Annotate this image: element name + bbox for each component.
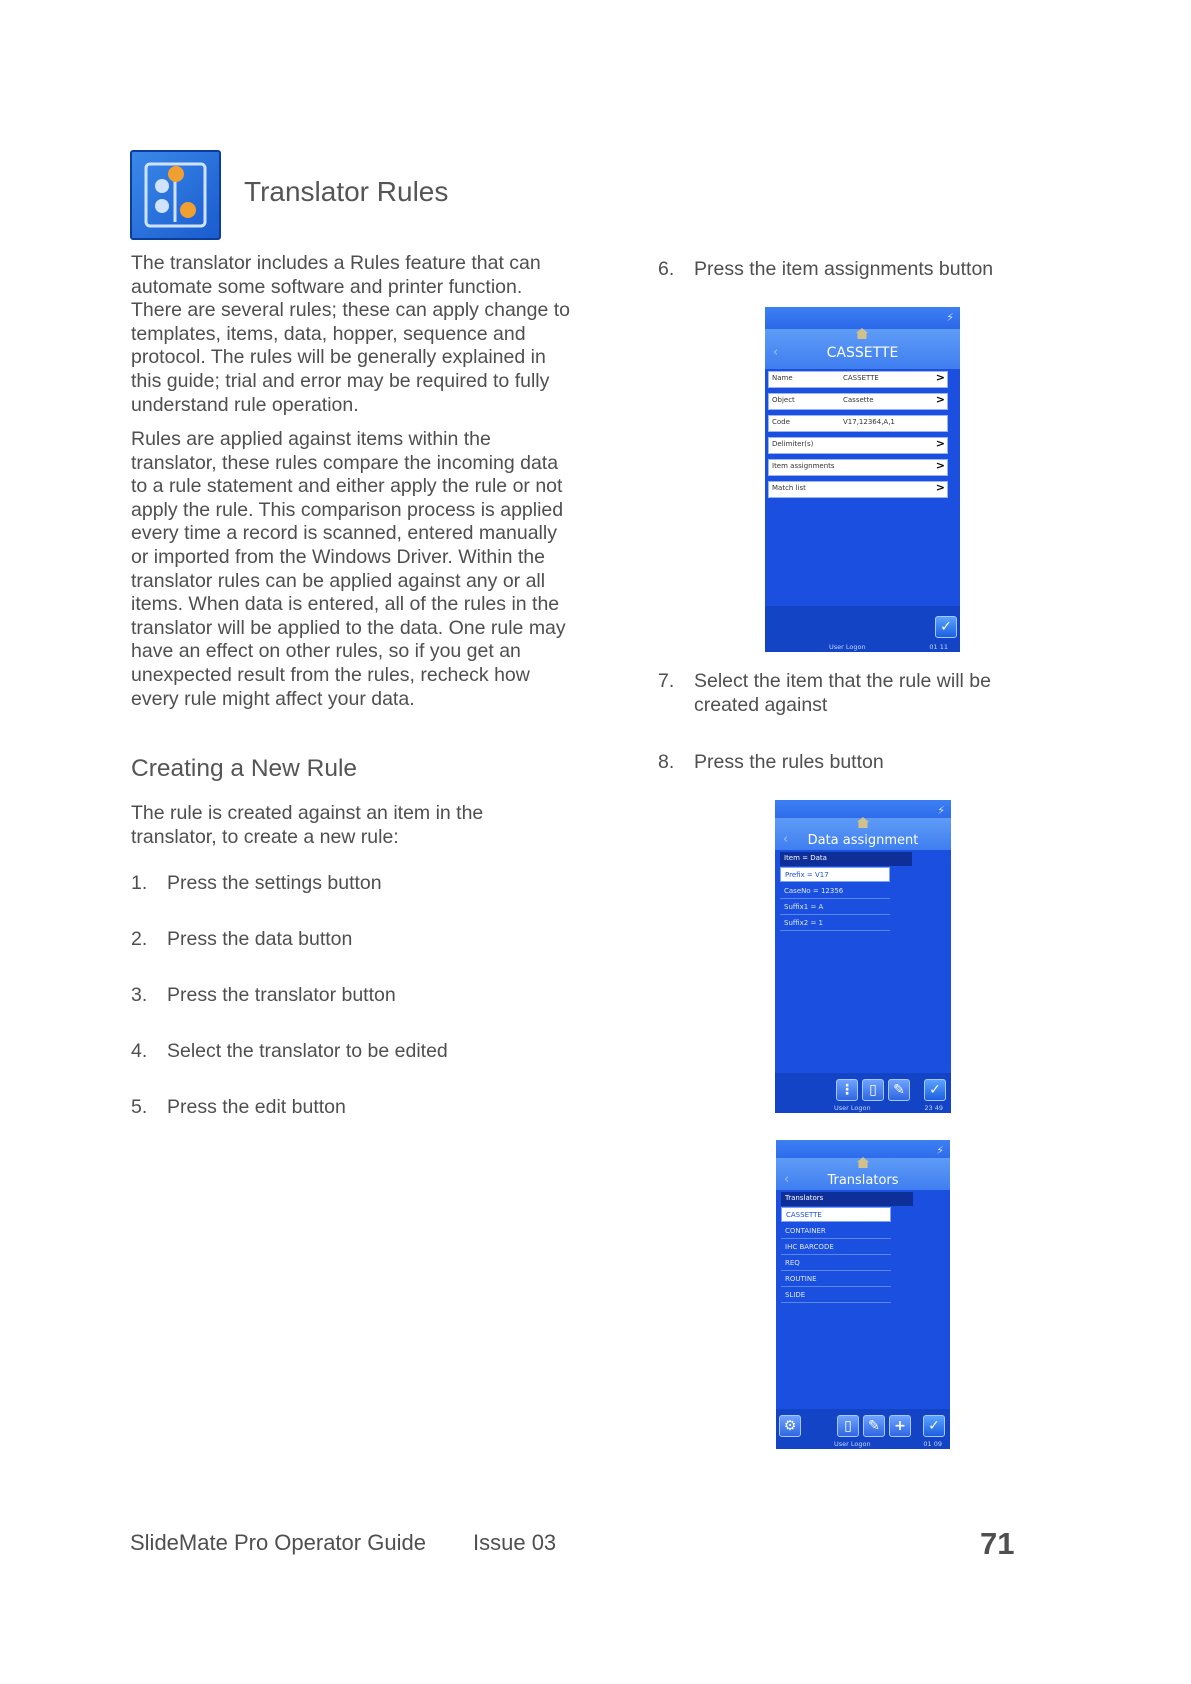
list-item[interactable]: CONTAINER [781, 1224, 891, 1239]
field-label: Code [772, 418, 790, 426]
list-item[interactable]: Suffix2 = 1 [780, 916, 890, 931]
status-time: 23 49 [924, 1104, 943, 1112]
translator-app-icon [130, 150, 221, 240]
list-item[interactable]: SLIDE [781, 1288, 891, 1303]
field-match-list[interactable] [768, 481, 948, 498]
delete-icon[interactable]: ▯ [862, 1079, 884, 1101]
step-text: Press the edit button [167, 1096, 346, 1118]
intro-paragraph-2: Rules are applied against items within the translator, these rules compare the incoming data to a rule statement and either apply the rule or not apply the rule. This comparison process is applied every time a record is scanned, entered manually or imported from the Windows Driver. Within the translator rules can be applied against any or all items. When data is entered, all of the rules in the translator will be applied to the data. One rule may have an effect on other rules, so if you get an unexpected result from the rules, recheck how every rule might affect your data. [131, 428, 566, 710]
cassette-screen [765, 307, 960, 652]
status-time: 01 09 [923, 1440, 942, 1448]
screen-title: Translators [827, 1173, 899, 1188]
gear-icon[interactable]: ⚙ [779, 1415, 801, 1437]
step-number: 2. [131, 928, 148, 950]
usb-icon: ⚡ [946, 311, 954, 324]
chevron-right-icon: > [935, 481, 945, 494]
step-number: 8. [658, 751, 675, 773]
page-title: Translator Rules [244, 176, 449, 207]
issue-label: Issue 03 [473, 1530, 557, 1555]
field-label: Item assignments [772, 462, 835, 470]
step-number: 7. [658, 670, 675, 692]
status-time: 01 11 [929, 643, 948, 651]
list-item[interactable]: IHC BARCODE [781, 1240, 891, 1255]
step-number: 4. [131, 1040, 148, 1062]
section-heading: Creating a New Rule [131, 755, 358, 782]
chevron-right-icon: > [935, 437, 945, 450]
field-name[interactable] [768, 371, 948, 388]
list-header: Item = Data [780, 852, 912, 866]
section-intro: The rule is created against an item in the translator, to create a new rule: [131, 802, 484, 848]
list-header: Translators [781, 1192, 913, 1206]
usb-icon: ⚡ [936, 1144, 944, 1157]
add-icon[interactable]: + [889, 1415, 911, 1437]
list-item[interactable]: REQ [781, 1256, 891, 1271]
screen-top-bar [765, 307, 960, 329]
delete-icon[interactable]: ▯ [837, 1415, 859, 1437]
back-icon[interactable]: ‹ [784, 1172, 790, 1187]
confirm-check-icon[interactable]: ✓ [923, 1415, 945, 1437]
screen-title: CASSETTE [826, 345, 899, 361]
page-number: 71 [980, 1526, 1015, 1561]
step-text: Press the settings button [167, 872, 382, 894]
step-text: Press the translator button [167, 984, 396, 1006]
step-number: 3. [131, 984, 148, 1006]
field-label: Delimiter(s) [772, 440, 814, 448]
edit-icon[interactable]: ✎ [863, 1415, 885, 1437]
screen-title: Data assignment [807, 833, 919, 848]
list-item[interactable]: Suffix1 = A [780, 900, 890, 915]
chevron-right-icon: > [935, 459, 945, 472]
step-text: Press the data button [167, 928, 353, 950]
chevron-right-icon: > [935, 393, 945, 406]
field-label: Match list [772, 484, 806, 492]
step-text: Press the rules button [694, 751, 884, 773]
step-text: Select the item that the rule will be created against [694, 670, 991, 716]
confirm-check-icon[interactable]: ✓ [924, 1079, 946, 1101]
list-item[interactable]: CaseNo = 12356 [780, 884, 890, 899]
intro-paragraph-1: The translator includes a Rules feature that can automate some software and printer function. There are several rules; these can apply change to templates, items, data, hopper, sequence and protocol. The rules will be generally explained in this guide; trial and error may be required to fully understand rule operation. [131, 252, 571, 416]
chevron-right-icon: > [935, 371, 945, 384]
step-number: 6. [658, 258, 675, 280]
field-value: Cassette [843, 396, 874, 404]
back-icon[interactable]: ‹ [783, 832, 789, 847]
translators-screen [776, 1140, 950, 1449]
field-value: V17,12364,A,1 [843, 418, 895, 426]
list-item-selected[interactable]: CASSETTE [781, 1207, 891, 1222]
status-user: User Logon [834, 1440, 871, 1448]
status-user: User Logon [829, 643, 866, 651]
field-label: Name [772, 374, 793, 382]
confirm-check-icon[interactable]: ✓ [935, 616, 957, 638]
usb-icon: ⚡ [937, 804, 945, 817]
list-item[interactable]: ROUTINE [781, 1272, 891, 1287]
field-delimiters[interactable] [768, 437, 948, 454]
back-icon[interactable]: ‹ [773, 345, 779, 360]
edit-icon[interactable]: ✎ [888, 1079, 910, 1101]
step-text: Select the translator to be edited [167, 1040, 448, 1062]
list-item-selected[interactable]: Prefix = V17 [780, 867, 890, 882]
rules-icon[interactable]: ⋮ [836, 1079, 858, 1101]
step-number: 1. [131, 872, 148, 894]
data-assignment-screen [775, 800, 951, 1113]
step-text: Press the item assignments button [694, 258, 994, 280]
field-object[interactable] [768, 393, 948, 410]
step-number: 5. [131, 1096, 148, 1118]
field-value: CASSETTE [843, 374, 879, 382]
status-user: User Logon [834, 1104, 871, 1112]
field-item-assignments[interactable] [768, 459, 948, 476]
field-code[interactable] [768, 415, 948, 432]
guide-title: SlideMate Pro Operator Guide [130, 1530, 426, 1555]
field-label: Object [772, 396, 795, 404]
